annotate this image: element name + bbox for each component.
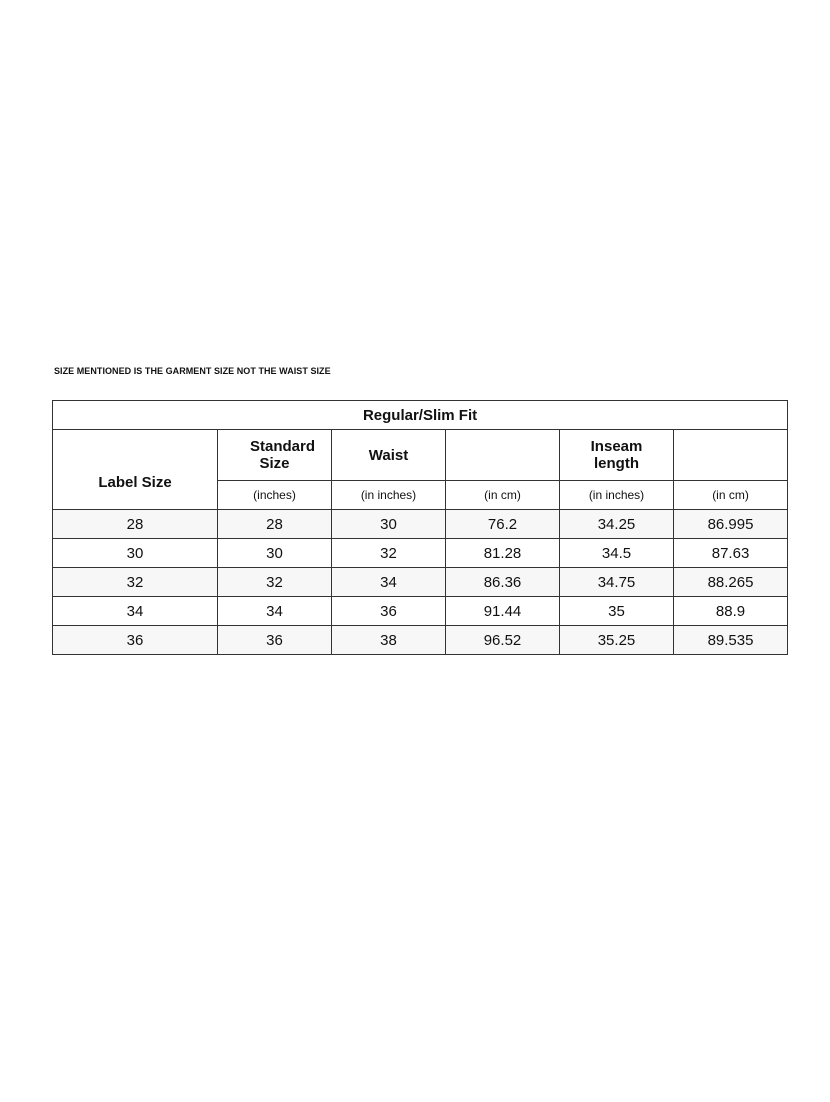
unit-cell: (in inches) — [332, 481, 446, 510]
table-cell: 34 — [332, 568, 446, 597]
table-cell: 34 — [218, 597, 332, 626]
table-cell: 34.5 — [560, 539, 674, 568]
header-label-size: Label Size — [53, 430, 218, 510]
table-cell: 36 — [332, 597, 446, 626]
table-cell: 28 — [53, 510, 218, 539]
table-row — [53, 597, 788, 626]
table-cell: 86.36 — [446, 568, 560, 597]
table-cell: 88.265 — [674, 568, 788, 597]
table-cell: 81.28 — [446, 539, 560, 568]
unit-cell: (in inches) — [560, 481, 674, 510]
table-cell: 34.25 — [560, 510, 674, 539]
table-row — [53, 626, 788, 655]
table-cell: 30 — [332, 510, 446, 539]
table-row — [53, 568, 788, 597]
table-cell: 35.25 — [560, 626, 674, 655]
table-cell: 91.44 — [446, 597, 560, 626]
size-chart-table — [52, 400, 788, 655]
table-cell: 87.63 — [674, 539, 788, 568]
table-header-row — [53, 430, 788, 481]
header-inseam: Inseam length — [560, 430, 674, 481]
table-title: Regular/Slim Fit — [53, 401, 788, 430]
table-row — [53, 539, 788, 568]
table-cell: 36 — [53, 626, 218, 655]
header-waist-cm — [446, 430, 560, 481]
table-cell: 32 — [218, 568, 332, 597]
table-title-row — [53, 401, 788, 430]
table-cell: 32 — [53, 568, 218, 597]
header-waist: Waist — [332, 430, 446, 481]
size-note: SIZE MENTIONED IS THE GARMENT SIZE NOT THE WAIST SIZE — [54, 366, 331, 376]
table-cell: 34.75 — [560, 568, 674, 597]
table-cell: 35 — [560, 597, 674, 626]
table-cell: 28 — [218, 510, 332, 539]
unit-cell: (in cm) — [674, 481, 788, 510]
header-inseam-cm — [674, 430, 788, 481]
table-cell: 34 — [53, 597, 218, 626]
table-cell: 36 — [218, 626, 332, 655]
table-cell: 76.2 — [446, 510, 560, 539]
table-cell: 30 — [218, 539, 332, 568]
table-cell: 38 — [332, 626, 446, 655]
table-cell: 30 — [53, 539, 218, 568]
table-cell: 32 — [332, 539, 446, 568]
table-cell: 86.995 — [674, 510, 788, 539]
header-standard-size: Standard Size — [218, 430, 332, 481]
table-cell: 96.52 — [446, 626, 560, 655]
table-cell: 88.9 — [674, 597, 788, 626]
unit-cell: (in cm) — [446, 481, 560, 510]
table-cell: 89.535 — [674, 626, 788, 655]
unit-cell: (inches) — [218, 481, 332, 510]
table-row — [53, 510, 788, 539]
